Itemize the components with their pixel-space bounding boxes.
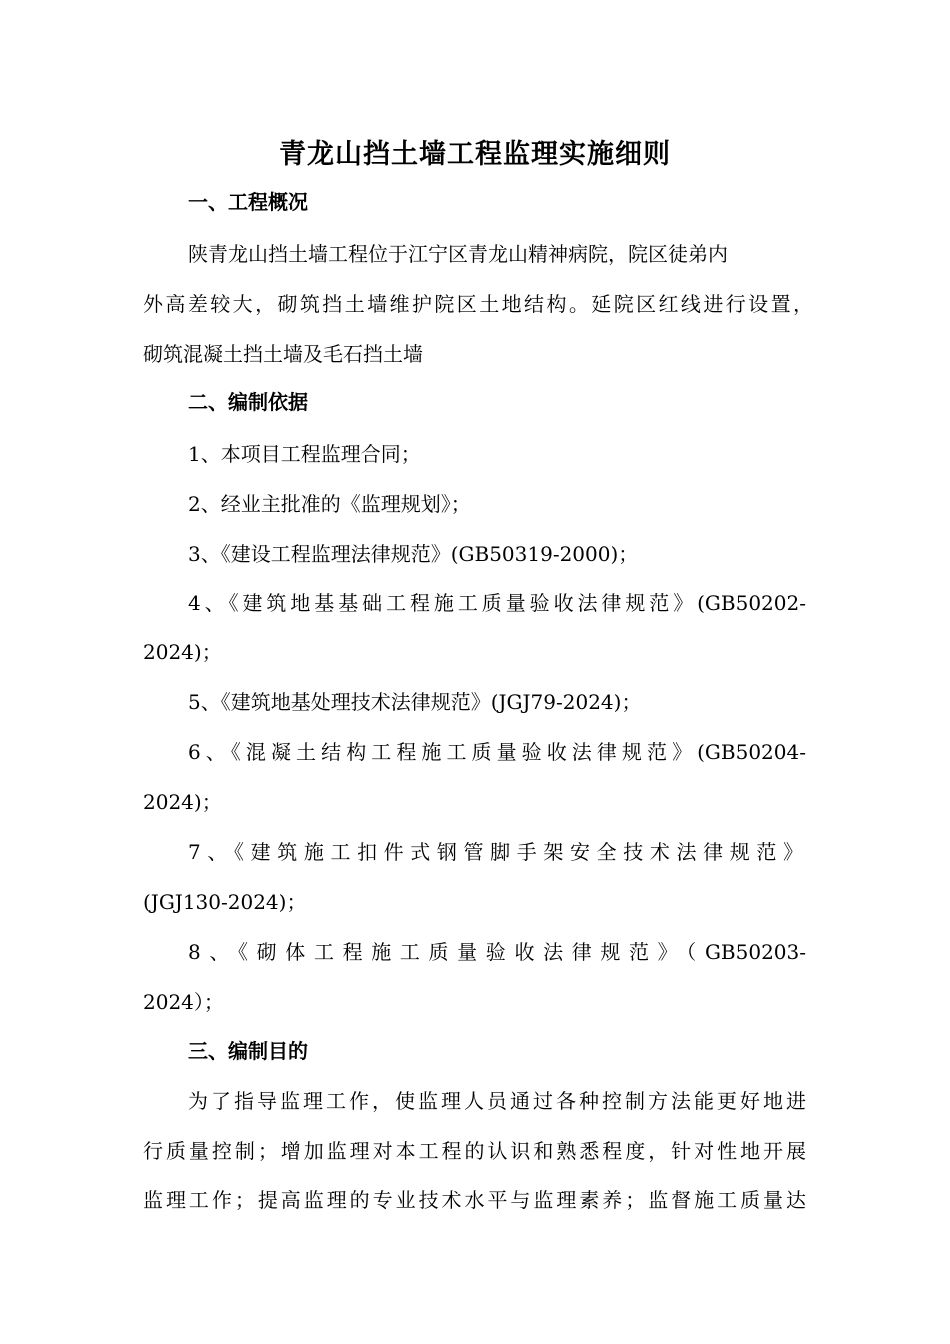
- list-item: 5、《建筑地基处理技术法律规范》(JGJ79-2024)；: [188, 690, 642, 714]
- paragraph-line: 外高差较大，砌筑挡土墙维护院区土地结构。延院区红线进行设置，: [143, 292, 813, 316]
- paragraph-line: 为了指导监理工作，使监理人员通过各种控制方法能更好地进: [188, 1089, 806, 1113]
- list-item-continuation: 2024）；: [143, 990, 224, 1014]
- list-item-continuation: 2024)；: [143, 640, 222, 664]
- list-item: 4、《建筑地基基础工程施工质量验收法律规范》(GB50202-: [188, 591, 806, 615]
- list-item: 7、《建筑施工扣件式钢管脚手架安全技术法律规范》: [188, 840, 803, 864]
- section-heading-overview: 一、工程概况: [188, 190, 308, 214]
- paragraph-line: 陕青龙山挡土墙工程位于江宁区青龙山精神病院，院区徒弟内: [188, 242, 728, 266]
- list-item-continuation: (JGJ130-2024)；: [143, 890, 307, 914]
- list-item: 2、经业主批准的《监理规划》；: [188, 492, 471, 516]
- list-item: 8、《砌体工程施工质量验收法律规范》（GB50203-: [188, 940, 806, 964]
- paragraph-line: 监理工作；提高监理的专业技术水平与监理素养；监督施工质量达: [143, 1188, 806, 1212]
- list-item: 6、《混凝土结构工程施工质量验收法律规范》(GB50204-: [188, 740, 806, 764]
- document-title: 青龙山挡土墙工程监理实施细则: [279, 139, 671, 170]
- paragraph-line: 砌筑混凝土挡土墙及毛石挡土墙: [143, 342, 423, 366]
- list-item: 1、本项目工程监理合同；: [188, 442, 421, 466]
- list-item: 3、《建设工程监理法律规范》(GB50319-2000)；: [188, 542, 639, 566]
- list-item-continuation: 2024)；: [143, 790, 222, 814]
- paragraph-line: 行质量控制；增加监理对本工程的认识和熟悉程度，针对性地开展: [143, 1139, 806, 1163]
- section-heading-basis: 二、编制依据: [188, 390, 308, 414]
- section-heading-purpose: 三、编制目的: [188, 1039, 308, 1063]
